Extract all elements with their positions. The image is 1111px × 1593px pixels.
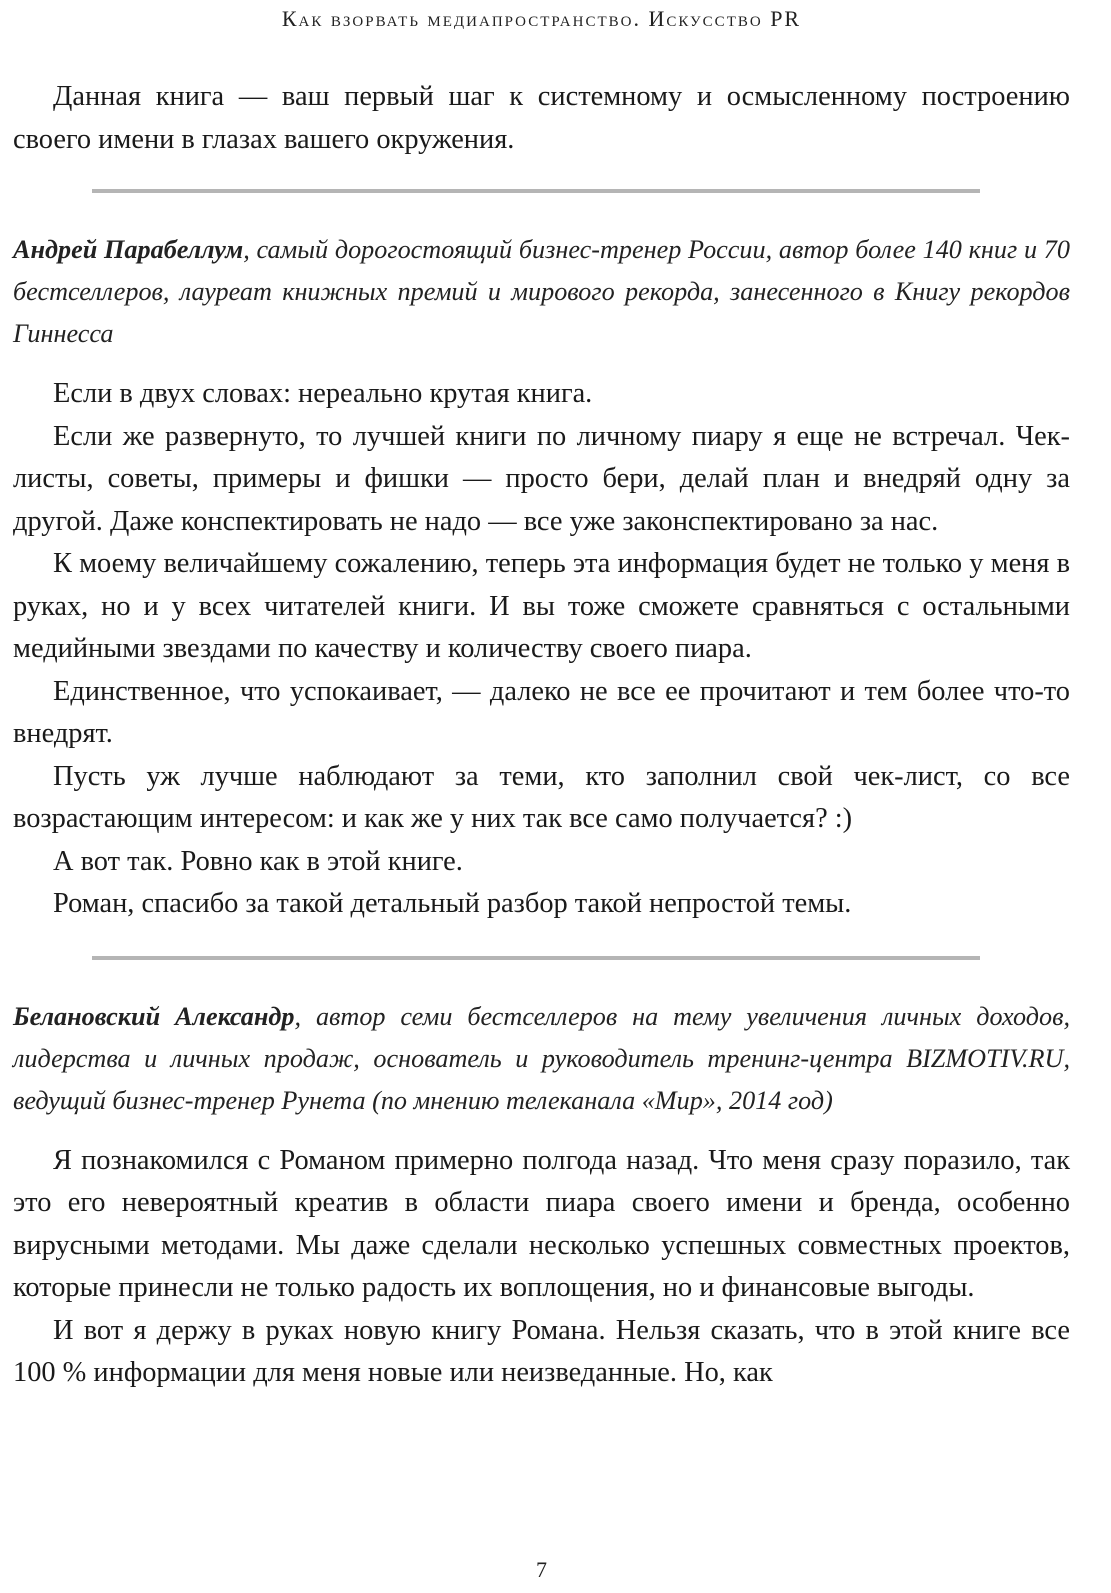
book-page [13,0,1070,1593]
testimonial-paragraph: Единственное, что успокаивает, — далеко не все ее прочитают и тем более что-то внедрят. [13,675,1070,749]
author-name: Андрей Парабеллум [13,235,244,264]
testimonial [13,996,1070,1395]
testimonial-paragraph: А вот так. Ровно как в этой книге. [53,845,463,877]
author-description: , самый дорогостоящий бизнес-тренер России, автор более 140 книг и 70 бестселлеров, лауреат книжных премий и мирового рекорда, занесенного в Книгу рекордов Гиннесса [13,235,1070,348]
testimonial-paragraph: Если в двух словах: нереально крутая книга. [53,378,593,409]
testimonial-paragraph: Если же развернуто, то лучшей книги по личному пиару я еще не встречал. Чек-листы, советы, примеры и фишки — просто бери, делай план и внедряй одну за другой. Даже конспектировать не надо — все уже законспектировано за нас. [13,420,1070,537]
section-divider [92,956,980,960]
testimonial-paragraph: И вот я держу в руках новую книгу Романа. Нельзя сказать, что в этой книге все 100 % информации для меня новые или неизведанные. Но, как [13,1314,1070,1388]
section-divider [92,189,980,193]
testimonial-paragraph: Роман, спасибо за такой детальный разбор такой непростой темы. [53,888,852,919]
testimonial-author [13,229,1070,355]
page-number: 7 [536,1557,547,1582]
author-name: Белановский Александр [13,1001,295,1031]
testimonial-paragraph: К моему величайшему сожалению, теперь эта информация будет не только у меня в руках, но и у всех читателей книги. И вы тоже сможете сравняться с остальными медийными звездами по качеству и количеству своего пиара. [13,548,1070,664]
running-head: Как взорвать медиапространство. Искусство PR [281,6,802,31]
testimonial-paragraph: Пусть уж лучше наблюдают за теми, кто заполнил свой чек-лист, со все возрастающим интересом: и как же у них так все само получается? :) [13,760,1070,834]
testimonial-author [13,996,1070,1122]
intro-paragraph: Данная книга — ваш первый шаг к системному и осмысленному построению своего имени в глазах вашего окружения. [13,81,1070,155]
testimonial [13,229,1070,926]
testimonial-paragraph: Я познакомился с Романом примерно полгода назад. Что меня сразу поразило, так это его невероятный креатив в области пиара своего имени и бренда, особенно вирусными методами. Мы даже сделали несколько успешных совместных проектов, которые принесли не только радость их воплощения, но и финансовые выгоды. [13,1144,1070,1303]
author-description: , автор семи бестселлеров на тему увеличения личных доходов, лидерства и личных продаж, основатель и руководитель тренинг-центра BIZMOTIV.RU, ведущий бизнес-тренер Рунета (по мнению телеканала «Мир», 2014 год) [13,1001,1070,1115]
page-content [13,76,1070,1395]
